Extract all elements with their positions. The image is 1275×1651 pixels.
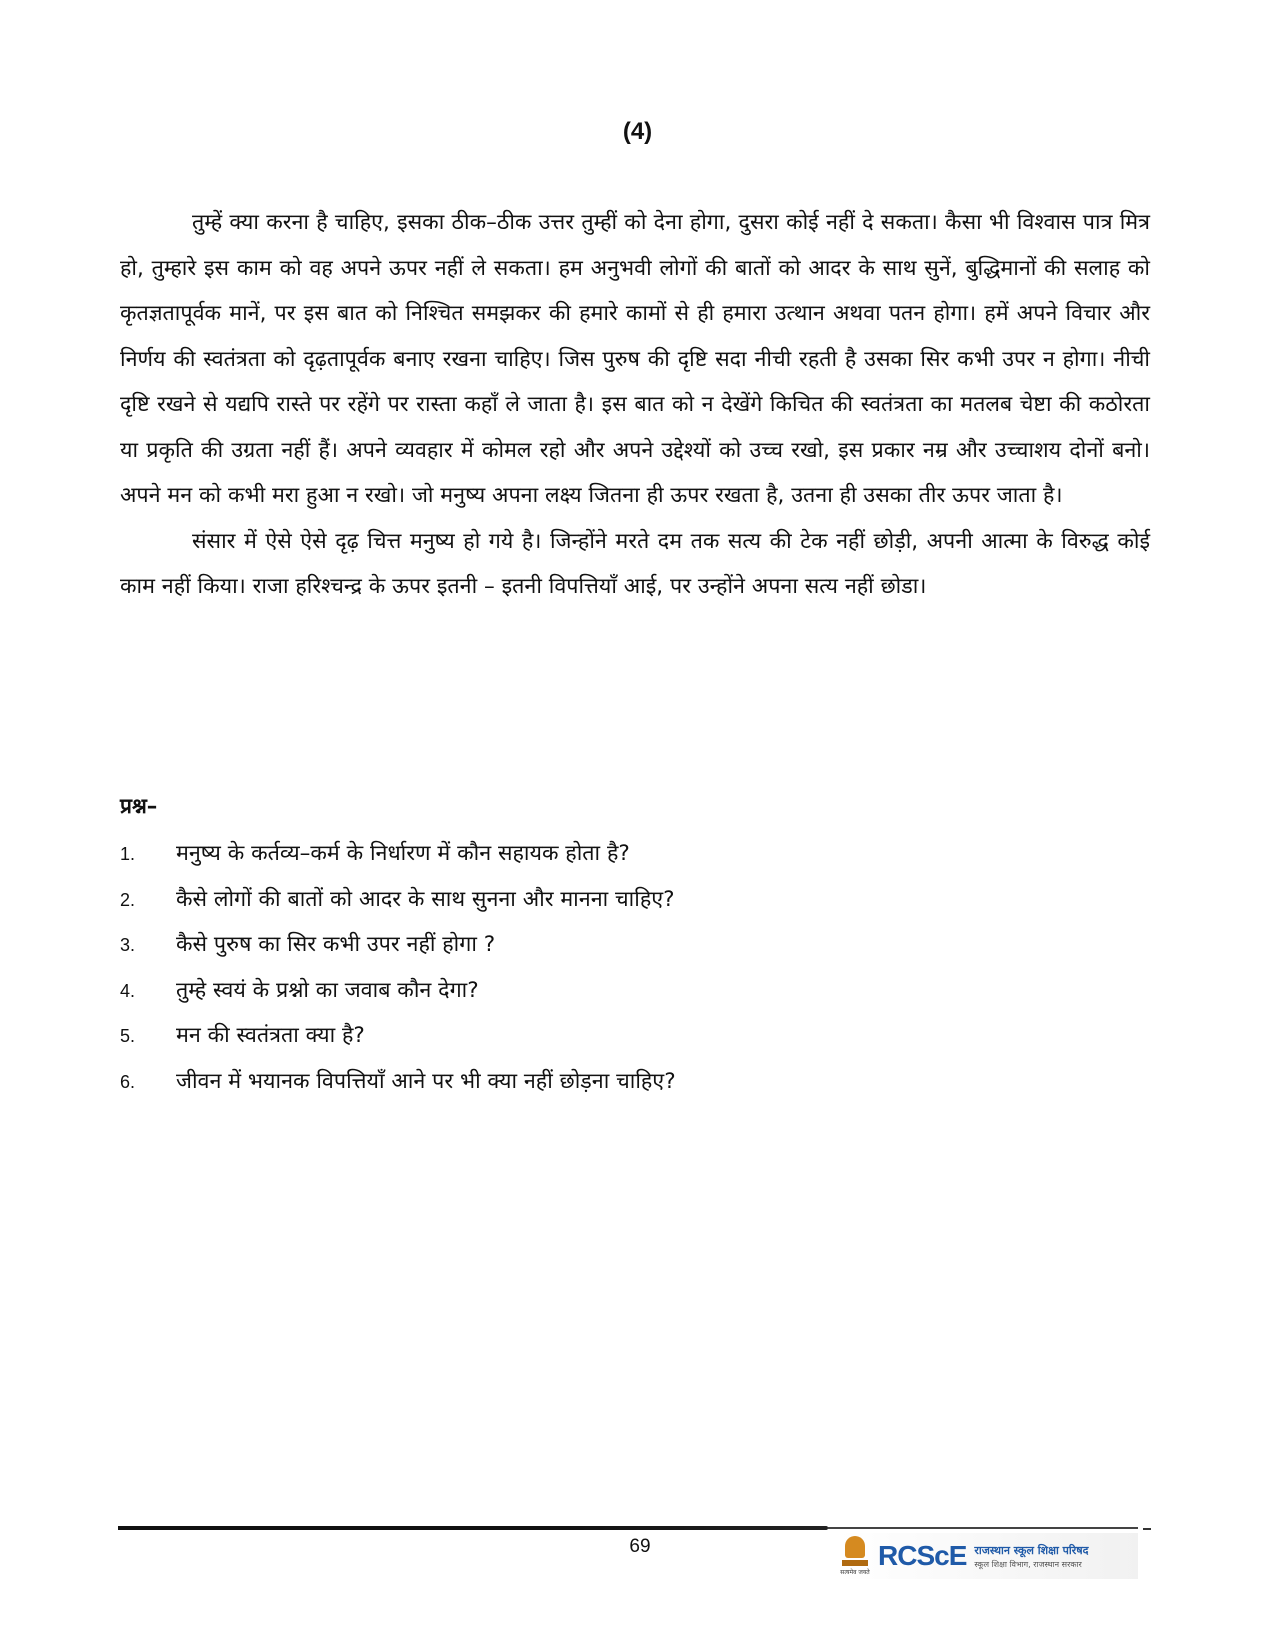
reading-passage xyxy=(120,200,1150,610)
footer-divider-thin xyxy=(828,1527,1138,1529)
question-text: कैसे लोगों की बातों को आदर के साथ सुनना और मानना चाहिए? xyxy=(176,886,675,912)
question-text: मनुष्य के कर्तव्य–कर्म के निर्धारण में कौन सहायक होता है? xyxy=(176,841,630,866)
page-number: 69 xyxy=(629,1536,651,1557)
footer-divider xyxy=(118,1526,828,1530)
questions-list xyxy=(120,838,1120,1111)
question-number: 5. xyxy=(120,1026,136,1046)
question-item xyxy=(120,1020,1120,1066)
question-item xyxy=(120,929,1120,975)
ashoka-emblem-icon xyxy=(838,1534,872,1578)
section-number: (4) xyxy=(622,118,653,145)
passage-paragraph-1: तुम्हें क्या करना है चाहिए, इसका ठीक–ठीक उत्तर तुम्हीं को देना होगा, दुसरा कोई नहीं दे सकता। कैसा भी विश्वास पात्र मित्र हो, तुम्हारे इस काम को वह अपने ऊपर नहीं ले सकता। हम अनुभवी लोगों की बातों को आदर के साथ सुनें, बुद्धिमानों की सलाह को कृतज्ञतापूर्वक मानें, पर इस बात को निश्चित समझकर की हमारे कामों से ही हमारा उत्थान अथवा पतन होगा। हमें अपने विचार और निर्णय की स्वतंत्रता को दृढ़तापूर्वक बनाए रखना चाहिए। जिस पुरुष की दृष्टि सदा नीची रहती है उसका सिर कभी उपर न होगा। नीची दृष्टि रखने से यद्यपि रास्ते पर रहेंगे पर रास्ता कहाँ ले जाता है। इस बात को न देखेंगे किचित की स्वतंत्रता का मतलब चेष्टा की कठोरता या प्रकृति की उग्रता नहीं हैं। अपने व्यवहार में कोमल रहो और अपने उद्देश्यों को उच्च रखो, इस प्रकार नम्र और उच्चाशय दोनों बनो। अपने मन को कभी मरा हुआ न रखो। जो मनुष्य अपना लक्ष्य जितना ही ऊपर रखता है, उतना ही उसका तीर ऊपर जाता है। xyxy=(120,210,1150,508)
logo-title: राजस्थान स्कूल शिक्षा परिषद xyxy=(974,1543,1089,1557)
question-item xyxy=(120,1066,1120,1112)
logo-subtitle: स्कूल शिक्षा विभाग, राजस्थान सरकार xyxy=(974,1559,1082,1569)
emblem-caption: सत्यमेव जयते xyxy=(840,1569,870,1576)
question-number: 6. xyxy=(120,1071,136,1092)
question-text: तुम्हे स्वयं के प्रश्नो का जवाब कौन देगा? xyxy=(176,977,479,1003)
question-number: 3. xyxy=(120,935,136,955)
question-number: 1. xyxy=(120,844,136,864)
footer-tick xyxy=(1143,1528,1151,1530)
question-number: 2. xyxy=(120,889,136,910)
question-text: जीवन में भयानक विपत्तियाँ आने पर भी क्या नहीं छोड़ना चाहिए? xyxy=(176,1068,676,1094)
passage-paragraph-2: संसार में ऐसे ऐसे दृढ़ चित्त मनुष्य हो गये है। जिन्होंने मरते दम तक सत्य की टेक नहीं छोड़ी, अपनी आत्मा के विरुद्ध कोई काम नहीं किया। राजा हरिश्चन्द्र के ऊपर इतनी – इतनी विपत्तियाँ आई, पर उन्होंने अपना सत्य नहीं छोडा। xyxy=(120,528,1150,599)
question-text: मन की स्वतंत्रता क्या है? xyxy=(176,1023,365,1048)
question-item xyxy=(120,884,1120,930)
logo-brand: RCScE xyxy=(878,1540,967,1571)
questions-heading: प्रश्न– xyxy=(120,794,158,818)
question-item xyxy=(120,975,1120,1021)
question-item xyxy=(120,838,1120,884)
rcsce-logo xyxy=(838,1533,1138,1579)
question-number: 4. xyxy=(120,980,136,1001)
question-text: कैसे पुरुष का सिर कभी उपर नहीं होगा ? xyxy=(176,932,496,957)
